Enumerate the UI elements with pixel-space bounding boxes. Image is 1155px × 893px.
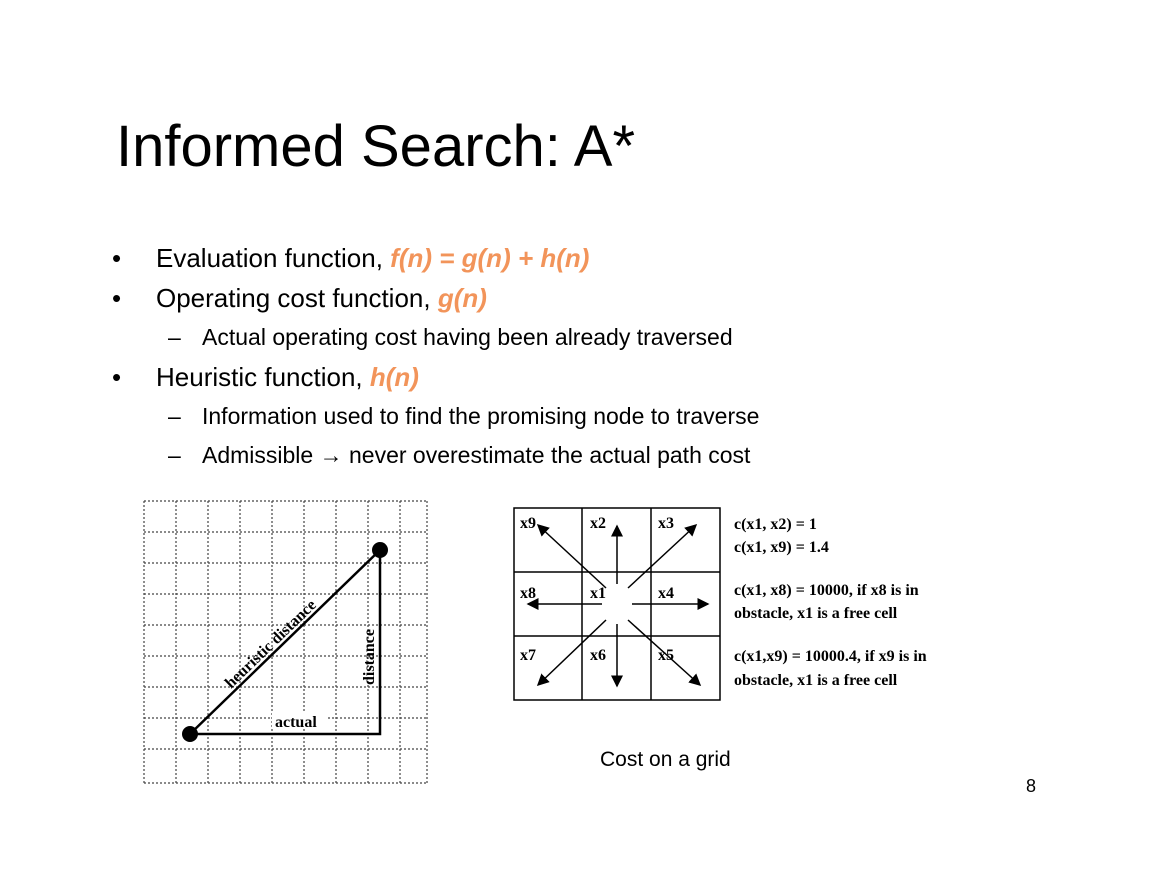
bullet-item xyxy=(112,357,1072,397)
cost-equation: obstacle, x1 is a free cell xyxy=(734,605,898,622)
cost-equation: obstacle, x1 is a free cell xyxy=(734,672,898,689)
distance-label: distance xyxy=(361,629,378,685)
grid-cell-label: x1 xyxy=(590,585,606,602)
bullet-text: Evaluation function, xyxy=(156,243,391,273)
cost-equation: c(x1, x9) = 1.4 xyxy=(734,539,829,556)
heuristic-distance-label: heuristic distance xyxy=(221,596,320,692)
slide-title: Informed Search: A* xyxy=(116,114,636,179)
sub-bullet-item xyxy=(112,318,1072,357)
goal-node xyxy=(372,542,388,558)
direction-arrows xyxy=(528,525,708,686)
figure-caption: Cost on a grid xyxy=(600,748,731,771)
bullet-item xyxy=(112,238,1072,278)
page-number: 8 xyxy=(1026,776,1037,796)
grid-cell-label: x6 xyxy=(590,647,606,664)
grid-cell-label: x7 xyxy=(520,647,536,664)
bullet-text: Heuristic function, xyxy=(156,362,370,392)
heuristic-distance-figure xyxy=(138,497,434,789)
bullet-item xyxy=(112,278,1072,318)
grid-cell-label: x4 xyxy=(658,585,674,602)
sub-bullet-text: Admissible → never overestimate the actual path cost xyxy=(202,442,751,468)
grid-cost-figure xyxy=(508,500,1018,708)
grid-cell-label: x3 xyxy=(658,515,674,532)
start-node xyxy=(182,726,198,742)
bullet-marker: • xyxy=(112,243,122,273)
sub-bullet-marker: – xyxy=(168,324,181,350)
formula-highlight: h(n) xyxy=(369,362,419,392)
bullet-marker: • xyxy=(112,362,122,392)
sub-bullet-marker: – xyxy=(168,403,181,429)
cost-equation: c(x1, x8) = 10000, if x8 is in xyxy=(734,582,919,599)
sub-bullet-item xyxy=(112,436,1072,475)
sub-bullet-marker: – xyxy=(168,442,181,468)
grid-cell-label: x2 xyxy=(590,515,606,532)
sub-bullet-text: Actual operating cost having been already traversed xyxy=(202,324,733,350)
grid-cell-label: x5 xyxy=(658,647,674,664)
sub-bullet-text: Information used to find the promising node to traverse xyxy=(202,403,760,429)
bullet-marker: • xyxy=(112,283,122,313)
bullet-list xyxy=(112,238,1072,475)
bullet-text: Operating cost function, xyxy=(156,283,438,313)
sub-bullet-item xyxy=(112,397,1072,436)
formula-highlight: g(n) xyxy=(437,283,487,313)
grid-cell-label: x9 xyxy=(520,515,536,532)
cost-equation: c(x1, x2) = 1 xyxy=(734,516,817,533)
grid-cell-label: x8 xyxy=(520,585,536,602)
cost-equation: c(x1,x9) = 10000.4, if x9 is in xyxy=(734,648,927,665)
formula-highlight: f(n) = g(n) + h(n) xyxy=(390,243,590,273)
actual-label: actual xyxy=(275,714,317,731)
